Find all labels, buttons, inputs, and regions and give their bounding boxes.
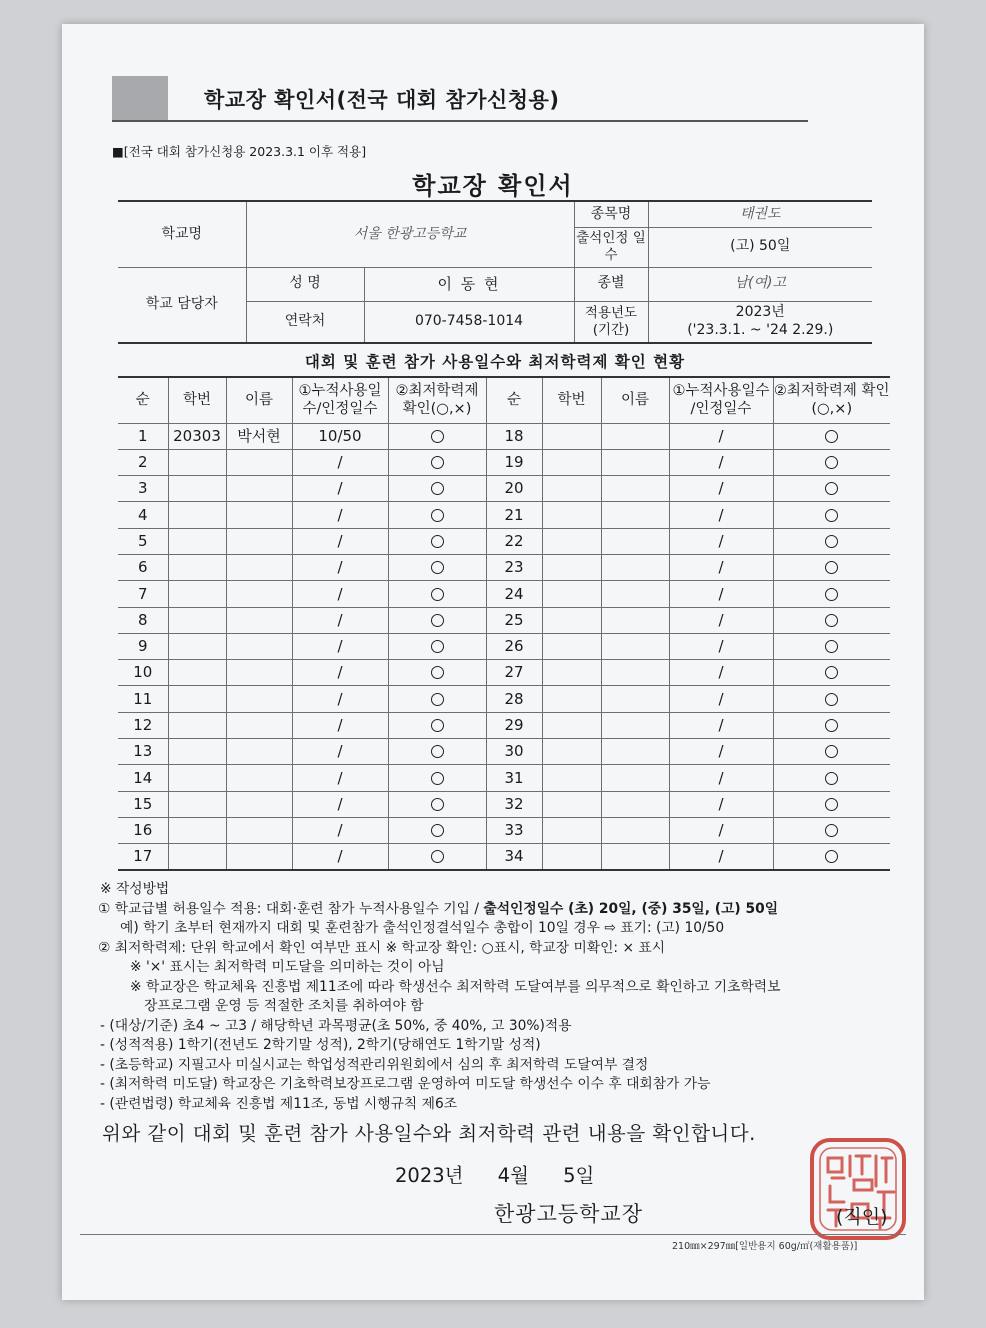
min-academic-cell — [388, 633, 486, 659]
cumulative-days-cell: / — [292, 686, 388, 712]
instruction-line: 예) 학기 초부터 현재까지 대회 및 훈련참가 출석인정결석일수 총합이 10일 경우 ⇨ 표기: (고) 10/50 — [120, 920, 725, 936]
confirmation-text: 위와 같이 대회 및 훈련 참가 사용일수와 최저학력 관련 내용을 확인합니다. — [102, 1122, 756, 1145]
min-academic-cell — [388, 423, 486, 449]
cumulative-days-cell: / — [669, 791, 773, 817]
min-academic-cell — [773, 607, 890, 633]
sport-value: 태권도 — [648, 201, 872, 227]
document-paper — [62, 24, 924, 1300]
circle-mark-icon — [825, 798, 838, 811]
row-number-cell: 33 — [486, 817, 542, 843]
instruction-text: ① 학교급별 허용일수 적용: 대회·훈련 참가 누적사용일수 기입 / — [98, 900, 484, 917]
student-name-cell — [601, 476, 669, 502]
cumulative-days-cell: / — [669, 581, 773, 607]
name-label: 성 명 — [246, 267, 364, 301]
circle-mark-icon — [431, 719, 444, 732]
min-academic-cell — [773, 633, 890, 659]
header-title: 학교장 확인서(전국 대회 참가신청용) — [204, 88, 560, 112]
name-value: 이 동 현 — [364, 267, 574, 301]
student-name-cell — [601, 607, 669, 633]
min-academic-cell — [388, 581, 486, 607]
row-number-cell: 25 — [486, 607, 542, 633]
header-cell: ②최저학력제 확인(○,×) — [773, 377, 890, 423]
row-number-cell: 8 — [118, 607, 168, 633]
header-cell: 순 — [118, 377, 168, 423]
student-id-cell — [542, 633, 601, 659]
cumulative-days-cell: / — [292, 449, 388, 475]
min-academic-cell — [388, 686, 486, 712]
cumulative-days-cell: / — [292, 660, 388, 686]
student-id-cell — [542, 660, 601, 686]
min-academic-cell — [773, 844, 890, 870]
student-name-cell — [226, 502, 292, 528]
cumulative-days-cell: / — [669, 554, 773, 580]
paper-spec-footer: 210㎜×297㎜[일반용지 60g/㎡(재활용품)] — [672, 1241, 858, 1252]
table-row — [118, 660, 890, 686]
min-academic-cell — [388, 765, 486, 791]
student-id-cell — [168, 739, 226, 765]
circle-mark-icon — [825, 666, 838, 679]
header-rule — [112, 120, 808, 122]
cumulative-days-cell: / — [292, 844, 388, 870]
circle-mark-icon — [431, 588, 444, 601]
table-row — [118, 528, 890, 554]
student-name-cell — [226, 554, 292, 580]
student-id-cell — [168, 712, 226, 738]
min-academic-cell — [388, 607, 486, 633]
circle-mark-icon — [825, 640, 838, 653]
student-name-cell — [226, 817, 292, 843]
student-name-cell — [601, 712, 669, 738]
table-row — [118, 581, 890, 607]
table-row — [118, 686, 890, 712]
instructions-block — [90, 880, 900, 1114]
table-row — [118, 844, 890, 870]
date-month: 4월 — [497, 1164, 529, 1187]
row-number-cell: 1 — [118, 423, 168, 449]
student-name-cell — [601, 423, 669, 449]
principal-name: 한광고등학교장 — [494, 1202, 644, 1226]
circle-mark-icon — [431, 509, 444, 522]
header-cell: 이름 — [226, 377, 292, 423]
min-academic-cell — [388, 791, 486, 817]
student-name-cell — [226, 633, 292, 659]
student-id-cell — [168, 449, 226, 475]
student-name-cell — [226, 660, 292, 686]
header-gray-block — [112, 76, 168, 120]
info-table — [118, 200, 872, 344]
student-id-cell — [168, 581, 226, 607]
student-name-cell — [226, 581, 292, 607]
circle-mark-icon — [825, 772, 838, 785]
circle-mark-icon — [431, 640, 444, 653]
table-row — [118, 791, 890, 817]
student-id-cell — [168, 817, 226, 843]
circle-mark-icon — [825, 693, 838, 706]
student-id-cell — [542, 554, 601, 580]
student-id-cell — [542, 581, 601, 607]
min-academic-cell — [388, 502, 486, 528]
instruction-line: ② 최저학력제: 단위 학교에서 확인 여부만 표시 ※ 학교장 확인: ○표시, 학교장 미확인: × 표시 — [98, 939, 666, 956]
row-number-cell: 7 — [118, 581, 168, 607]
table-row — [118, 449, 890, 475]
instruction-line: ※ 학교장은 학교체육 진흥법 제11조에 따라 학생선수 최저학력 도달여부를 의무적으로 확인하고 기초학력보 — [130, 978, 781, 995]
table-row — [118, 476, 890, 502]
student-name-cell — [226, 528, 292, 554]
min-academic-cell — [773, 528, 890, 554]
period-value: ('23.3.1. ~ '24 2.29.) — [687, 321, 834, 338]
student-id-cell — [168, 476, 226, 502]
date-day: 5일 — [563, 1164, 595, 1187]
header-cell: 이름 — [601, 377, 669, 423]
instruction-line: - (관련법령) 학교체육 진흥법 제11조, 동법 시행규칙 제6조 — [100, 1095, 458, 1112]
instruction-line: - (초등학교) 지필고사 미실시교는 학업성적관리위원회에서 심의 후 최저학력 도달여부 결정 — [100, 1056, 649, 1073]
circle-mark-icon — [431, 614, 444, 627]
cumulative-days-cell: / — [292, 528, 388, 554]
student-name-cell — [601, 765, 669, 791]
circle-mark-icon — [825, 719, 838, 732]
row-number-cell: 19 — [486, 449, 542, 475]
circle-mark-icon — [825, 535, 838, 548]
section-title: 대회 및 훈련 참가 사용일수와 최저학력제 확인 현황 — [304, 353, 686, 371]
cumulative-days-cell: / — [292, 817, 388, 843]
min-academic-cell — [773, 765, 890, 791]
student-name-cell — [601, 791, 669, 817]
row-number-cell: 2 — [118, 449, 168, 475]
row-number-cell: 31 — [486, 765, 542, 791]
row-number-cell: 9 — [118, 633, 168, 659]
circle-mark-icon — [431, 798, 444, 811]
student-name-cell — [601, 686, 669, 712]
cumulative-days-cell: / — [292, 581, 388, 607]
row-number-cell: 17 — [118, 844, 168, 870]
circle-mark-icon — [431, 666, 444, 679]
date-year: 2023년 — [395, 1164, 464, 1187]
student-name-cell — [226, 844, 292, 870]
student-id-cell — [168, 607, 226, 633]
instruction-line: - (대상/기준) 초4 ~ 고3 / 해당학년 과목평균(초 50%, 중 40%, 고 30%)적용 — [100, 1017, 572, 1034]
student-id-cell — [542, 607, 601, 633]
table-row — [118, 633, 890, 659]
instruction-line: - (성적적용) 1학기(전년도 2학기말 성적), 2학기(당해연도 1학기말 성적) — [100, 1037, 541, 1053]
student-id-cell: 20303 — [168, 423, 226, 449]
student-name-cell: 박서현 — [226, 423, 292, 449]
row-number-cell: 24 — [486, 581, 542, 607]
student-id-cell — [542, 817, 601, 843]
row-number-cell: 11 — [118, 686, 168, 712]
header-bar — [112, 76, 808, 122]
table-row — [118, 739, 890, 765]
student-id-cell — [542, 791, 601, 817]
attendance-label: 출석인정 일수 — [574, 227, 648, 267]
cumulative-days-cell: / — [669, 528, 773, 554]
student-id-cell — [168, 660, 226, 686]
cumulative-days-cell: / — [669, 607, 773, 633]
header-cell: 학번 — [542, 377, 601, 423]
min-academic-cell — [773, 502, 890, 528]
min-academic-cell — [773, 660, 890, 686]
row-number-cell: 34 — [486, 844, 542, 870]
student-name-cell — [226, 791, 292, 817]
student-id-cell — [542, 476, 601, 502]
circle-mark-icon — [431, 824, 444, 837]
header-cell: ①누적사용일수 /인정일수 — [669, 377, 773, 423]
cumulative-days-cell: / — [292, 633, 388, 659]
cumulative-days-cell: / — [669, 739, 773, 765]
row-number-cell: 15 — [118, 791, 168, 817]
instruction-line: - (최저학력 미도달) 학교장은 기초학력보장프로그램 운영하여 미도달 학생선수 이수 후 대회참가 가능 — [100, 1076, 711, 1092]
header-cell: 학번 — [168, 377, 226, 423]
min-academic-cell — [773, 476, 890, 502]
min-academic-cell — [773, 423, 890, 449]
student-id-cell — [168, 765, 226, 791]
document-title: 학교장 확인서 — [412, 172, 574, 200]
cumulative-days-cell: / — [292, 607, 388, 633]
cumulative-days-cell: / — [669, 449, 773, 475]
student-id-cell — [542, 712, 601, 738]
student-id-cell — [542, 686, 601, 712]
circle-mark-icon — [825, 482, 838, 495]
cumulative-days-cell: / — [669, 844, 773, 870]
student-name-cell — [226, 476, 292, 502]
header-cell: ①누적사용일수/인정일수 — [292, 377, 388, 423]
min-academic-cell — [388, 739, 486, 765]
min-academic-cell — [388, 449, 486, 475]
student-id-cell — [168, 502, 226, 528]
circle-mark-icon — [825, 561, 838, 574]
year-label: 적용년도 (기간) — [574, 301, 648, 343]
row-number-cell: 14 — [118, 765, 168, 791]
row-number-cell: 23 — [486, 554, 542, 580]
circle-mark-icon — [825, 614, 838, 627]
table-row — [118, 765, 890, 791]
row-number-cell: 10 — [118, 660, 168, 686]
min-academic-cell — [773, 686, 890, 712]
row-number-cell: 28 — [486, 686, 542, 712]
min-academic-cell — [773, 739, 890, 765]
circle-mark-icon — [431, 693, 444, 706]
circle-mark-icon — [431, 772, 444, 785]
circle-mark-icon — [431, 535, 444, 548]
year-value: 2023년 — [735, 304, 785, 321]
instruction-line — [90, 900, 900, 920]
student-name-cell — [601, 739, 669, 765]
cumulative-days-cell: / — [669, 502, 773, 528]
min-academic-cell — [388, 712, 486, 738]
student-name-cell — [226, 686, 292, 712]
instruction-bold-text: 출석인정일수 (초) 20일, (중) 35일, (고) 50일 — [483, 900, 779, 917]
date-line — [395, 1160, 622, 1188]
cumulative-days-cell: / — [292, 554, 388, 580]
header-cell: ②최저학력제 확인(○,×) — [388, 377, 486, 423]
cumulative-days-cell: / — [669, 686, 773, 712]
seal-label: (직인) — [836, 1206, 888, 1228]
school-label: 학교명 — [118, 201, 246, 267]
circle-mark-icon — [825, 588, 838, 601]
row-number-cell: 22 — [486, 528, 542, 554]
min-academic-cell — [773, 791, 890, 817]
row-number-cell: 32 — [486, 791, 542, 817]
cumulative-days-cell: / — [292, 712, 388, 738]
table-row — [118, 502, 890, 528]
circle-mark-icon — [825, 456, 838, 469]
min-academic-cell — [388, 817, 486, 843]
min-academic-cell — [773, 712, 890, 738]
student-id-cell — [542, 528, 601, 554]
applicability-note: ■[전국 대회 참가신청용 2023.3.1 이후 적용] — [112, 144, 367, 159]
contact-value: 070-7458-1014 — [364, 301, 574, 343]
cumulative-days-cell: / — [669, 817, 773, 843]
cumulative-days-cell: / — [292, 476, 388, 502]
cumulative-days-cell: 10/50 — [292, 423, 388, 449]
sport-label: 종목명 — [574, 201, 648, 227]
circle-mark-icon — [825, 850, 838, 863]
header-cell: 순 — [486, 377, 542, 423]
student-name-cell — [601, 502, 669, 528]
circle-mark-icon — [825, 509, 838, 522]
row-number-cell: 4 — [118, 502, 168, 528]
row-number-cell: 20 — [486, 476, 542, 502]
student-name-cell — [226, 607, 292, 633]
row-number-cell: 30 — [486, 739, 542, 765]
min-academic-cell — [773, 449, 890, 475]
cumulative-days-cell: / — [292, 739, 388, 765]
min-academic-cell — [773, 554, 890, 580]
contact-label: 연락처 — [246, 301, 364, 343]
table-row — [118, 607, 890, 633]
student-name-cell — [601, 660, 669, 686]
table-row — [118, 554, 890, 580]
instruction-line: ※ '×' 표시는 최저학력 미도달을 의미하는 것이 아님 — [130, 959, 445, 975]
student-name-cell — [601, 817, 669, 843]
circle-mark-icon — [825, 824, 838, 837]
instructions-title: ※ 작성방법 — [100, 881, 170, 897]
student-id-cell — [542, 844, 601, 870]
circle-mark-icon — [431, 482, 444, 495]
row-number-cell: 29 — [486, 712, 542, 738]
student-name-cell — [226, 739, 292, 765]
student-name-cell — [601, 633, 669, 659]
cumulative-days-cell: / — [669, 476, 773, 502]
row-number-cell: 26 — [486, 633, 542, 659]
school-value: 서울 한광고등학교 — [246, 201, 574, 267]
cumulative-days-cell: / — [669, 765, 773, 791]
circle-mark-icon — [431, 561, 444, 574]
cumulative-days-cell: / — [669, 633, 773, 659]
cumulative-days-cell: / — [292, 765, 388, 791]
row-number-cell: 6 — [118, 554, 168, 580]
circle-mark-icon — [431, 850, 444, 863]
student-name-cell — [601, 844, 669, 870]
student-id-cell — [542, 423, 601, 449]
min-academic-cell — [388, 476, 486, 502]
row-number-cell: 3 — [118, 476, 168, 502]
staff-label: 학교 담당자 — [118, 267, 246, 343]
student-name-cell — [601, 528, 669, 554]
table-row — [118, 817, 890, 843]
student-name-cell — [601, 449, 669, 475]
student-name-cell — [601, 554, 669, 580]
row-number-cell: 18 — [486, 423, 542, 449]
gender-label: 종별 — [574, 267, 648, 301]
row-number-cell: 12 — [118, 712, 168, 738]
student-name-cell — [226, 765, 292, 791]
circle-mark-icon — [431, 430, 444, 443]
row-number-cell: 13 — [118, 739, 168, 765]
circle-mark-icon — [825, 430, 838, 443]
student-name-cell — [226, 712, 292, 738]
cumulative-days-cell: / — [292, 791, 388, 817]
row-number-cell: 21 — [486, 502, 542, 528]
min-academic-cell — [773, 581, 890, 607]
cumulative-days-cell: / — [669, 712, 773, 738]
athlete-table — [118, 376, 890, 871]
student-id-cell — [168, 686, 226, 712]
student-id-cell — [542, 502, 601, 528]
cumulative-days-cell: / — [292, 502, 388, 528]
student-id-cell — [168, 528, 226, 554]
min-academic-cell — [388, 528, 486, 554]
circle-mark-icon — [431, 745, 444, 758]
student-name-cell — [601, 581, 669, 607]
instruction-line: 장프로그램 운영 등 적절한 조치를 취하여야 함 — [144, 998, 424, 1014]
cumulative-days-cell: / — [669, 423, 773, 449]
row-number-cell: 27 — [486, 660, 542, 686]
student-id-cell — [542, 765, 601, 791]
student-id-cell — [168, 791, 226, 817]
circle-mark-icon — [431, 456, 444, 469]
student-id-cell — [168, 844, 226, 870]
year-cell — [648, 301, 872, 343]
circle-mark-icon — [825, 745, 838, 758]
table-header-row — [118, 377, 890, 423]
table-row — [118, 712, 890, 738]
min-academic-cell — [388, 844, 486, 870]
row-number-cell: 5 — [118, 528, 168, 554]
table-row — [118, 423, 890, 449]
gender-value: 남(여)고 — [648, 267, 872, 301]
student-name-cell — [226, 449, 292, 475]
student-id-cell — [168, 554, 226, 580]
student-id-cell — [542, 449, 601, 475]
footer-rule — [80, 1234, 906, 1235]
attendance-value: (고) 50일 — [648, 227, 872, 267]
min-academic-cell — [388, 554, 486, 580]
min-academic-cell — [773, 817, 890, 843]
student-id-cell — [542, 739, 601, 765]
row-number-cell: 16 — [118, 817, 168, 843]
min-academic-cell — [388, 660, 486, 686]
cumulative-days-cell: / — [669, 660, 773, 686]
student-id-cell — [168, 633, 226, 659]
